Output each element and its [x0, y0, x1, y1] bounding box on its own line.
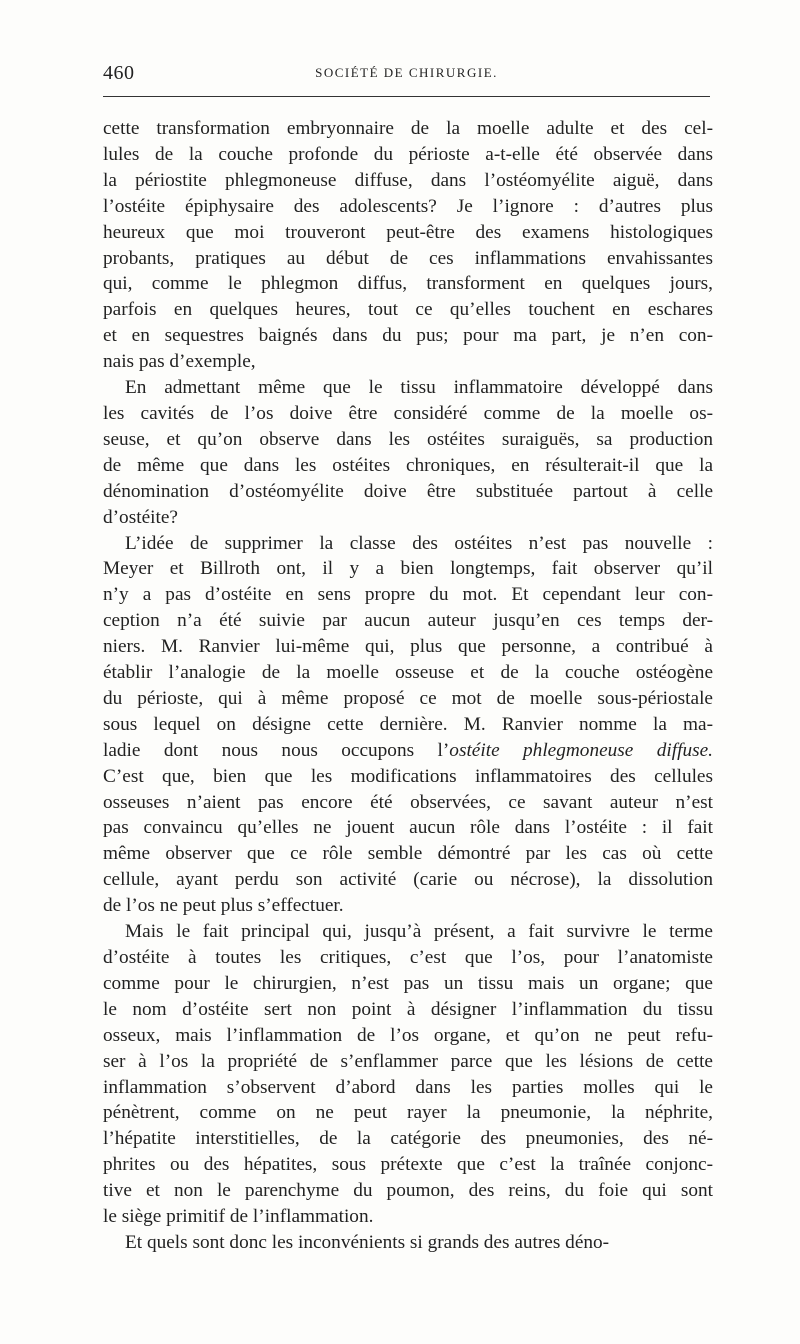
text-line: les cavités de l’os doive être considéré comme de la moelle os-	[103, 402, 713, 424]
paragraph	[103, 919, 713, 1230]
page-header	[103, 62, 710, 90]
text-line: L’idée de supprimer la classe des ostéites n’est pas nouvelle :	[125, 532, 713, 554]
text-line: tive et non le parenchyme du poumon, des reins, du foie qui sont	[103, 1180, 713, 1202]
text-line: et en sequestres baignés dans du pus; pour ma part, je n’en con-	[103, 325, 713, 347]
paragraph	[103, 1230, 713, 1256]
text-line: de l’os ne peut plus s’effectuer.	[103, 895, 344, 917]
paragraph	[103, 375, 713, 530]
text-line: seuse, et qu’on observe dans les ostéites suraiguës, sa production	[103, 428, 713, 450]
text-line: la périostite phlegmoneuse diffuse, dans l’ostéomyélite aiguë, dans	[103, 169, 713, 191]
paragraph	[103, 531, 713, 920]
text-line: Mais le fait principal qui, jusqu’à présent, a fait survivre le terme	[125, 921, 713, 943]
header-rule	[103, 96, 710, 97]
text-line: Meyer et Billroth ont, il y a bien longtemps, fait observer qu’il	[103, 558, 713, 580]
text-line: de même que dans les ostéites chroniques, en résulterait-il que la	[103, 454, 713, 476]
italic-term: ostéite phlegmoneuse diffuse.	[449, 739, 713, 761]
text-line: du périoste, qui à même proposé ce mot de moelle sous-périostale	[103, 687, 713, 709]
text-line: inflammation s’observent d’abord dans les parties molles qui le	[103, 1076, 713, 1098]
text-line: lules de la couche profonde du périoste a-t-elle été observée dans	[103, 143, 713, 165]
text-line: Et quels sont donc les inconvénients si grands des autres déno-	[125, 1231, 610, 1253]
text-line: comme pour le chirurgien, n’est pas un tissu mais un organe; que	[103, 972, 713, 994]
text-line: probants, pratiques au début de ces inflammations envahissantes	[103, 247, 713, 269]
text-line: l’hépatite interstitielles, de la catégorie des pneumonies, des né-	[103, 1128, 713, 1150]
text-line: cette transformation embryonnaire de la moelle adulte et des cel-	[103, 118, 713, 139]
text-line: l’ostéite épiphysaire des adolescents? Je l’ignore : d’autres plus	[103, 195, 713, 217]
text-line	[103, 738, 713, 764]
text-line: qui, comme le phlegmon diffus, transforment en quelques jours,	[103, 273, 713, 295]
text-line: n’y a pas d’ostéite en sens propre du mot. Et cependant leur con-	[103, 584, 713, 606]
text-line: établir l’analogie de la moelle osseuse et de la couche ostéogène	[103, 662, 713, 684]
text-line: pénètrent, comme on ne peut rayer la pneumonie, la néphrite,	[103, 1102, 713, 1124]
text-line: cellule, ayant perdu son activité (carie ou nécrose), la dissolution	[103, 869, 713, 891]
text-line: même observer que ce rôle semble démontré par les cas où cette	[103, 843, 713, 865]
text-line: dénomination d’ostéomyélite doive être substituée partout à celle	[103, 480, 713, 502]
text-segment: ladie dont nous nous occupons l’	[103, 739, 450, 761]
text-line: ception n’a été suivie par aucun auteur jusqu’en ces temps der-	[103, 610, 713, 632]
running-head: SOCIÉTÉ DE CHIRURGIE.	[315, 65, 498, 80]
text-line: En admettant même que le tissu inflammatoire développé dans	[125, 377, 713, 399]
text-line: niers. M. Ranvier lui-même qui, plus que personne, a contribué à	[103, 636, 713, 658]
text-line: heureux que moi trouveront peut-être des examens histologiques	[103, 221, 713, 243]
text-line: d’ostéite à toutes les critiques, c’est que l’os, pour l’anatomiste	[103, 947, 713, 968]
body-text	[103, 116, 713, 1256]
text-line: ser à l’os la propriété de s’enflammer parce que les lésions de cette	[103, 1050, 713, 1072]
text-line: osseuses n’aient pas encore été observées, ce savant auteur n’est	[103, 791, 713, 813]
text-line: nais pas d’exemple,	[103, 351, 256, 373]
text-line: phrites ou des hépatites, sous prétexte que c’est la traînée conjonc-	[103, 1154, 713, 1176]
text-line: d’ostéite?	[103, 506, 178, 528]
text-line: le nom d’ostéite sert non point à désigner l’inflammation du tissu	[103, 998, 713, 1020]
text-line: C’est que, bien que les modifications inflammatoires des cellules	[103, 765, 713, 787]
text-line: le siège primitif de l’inflammation.	[103, 1206, 374, 1228]
text-line: osseux, mais l’inflammation de l’os organe, et qu’on ne peut refu-	[103, 1024, 713, 1046]
text-line: sous lequel on désigne cette dernière. M. Ranvier nomme la ma-	[103, 713, 713, 735]
page-number: 460	[103, 62, 135, 84]
text-line: pas convaincu qu’elles ne jouent aucun rôle dans l’ostéite : il fait	[103, 817, 713, 839]
paragraph	[103, 116, 713, 375]
text-line: parfois en quelques heures, tout ce qu’elles touchent en eschares	[103, 299, 713, 321]
